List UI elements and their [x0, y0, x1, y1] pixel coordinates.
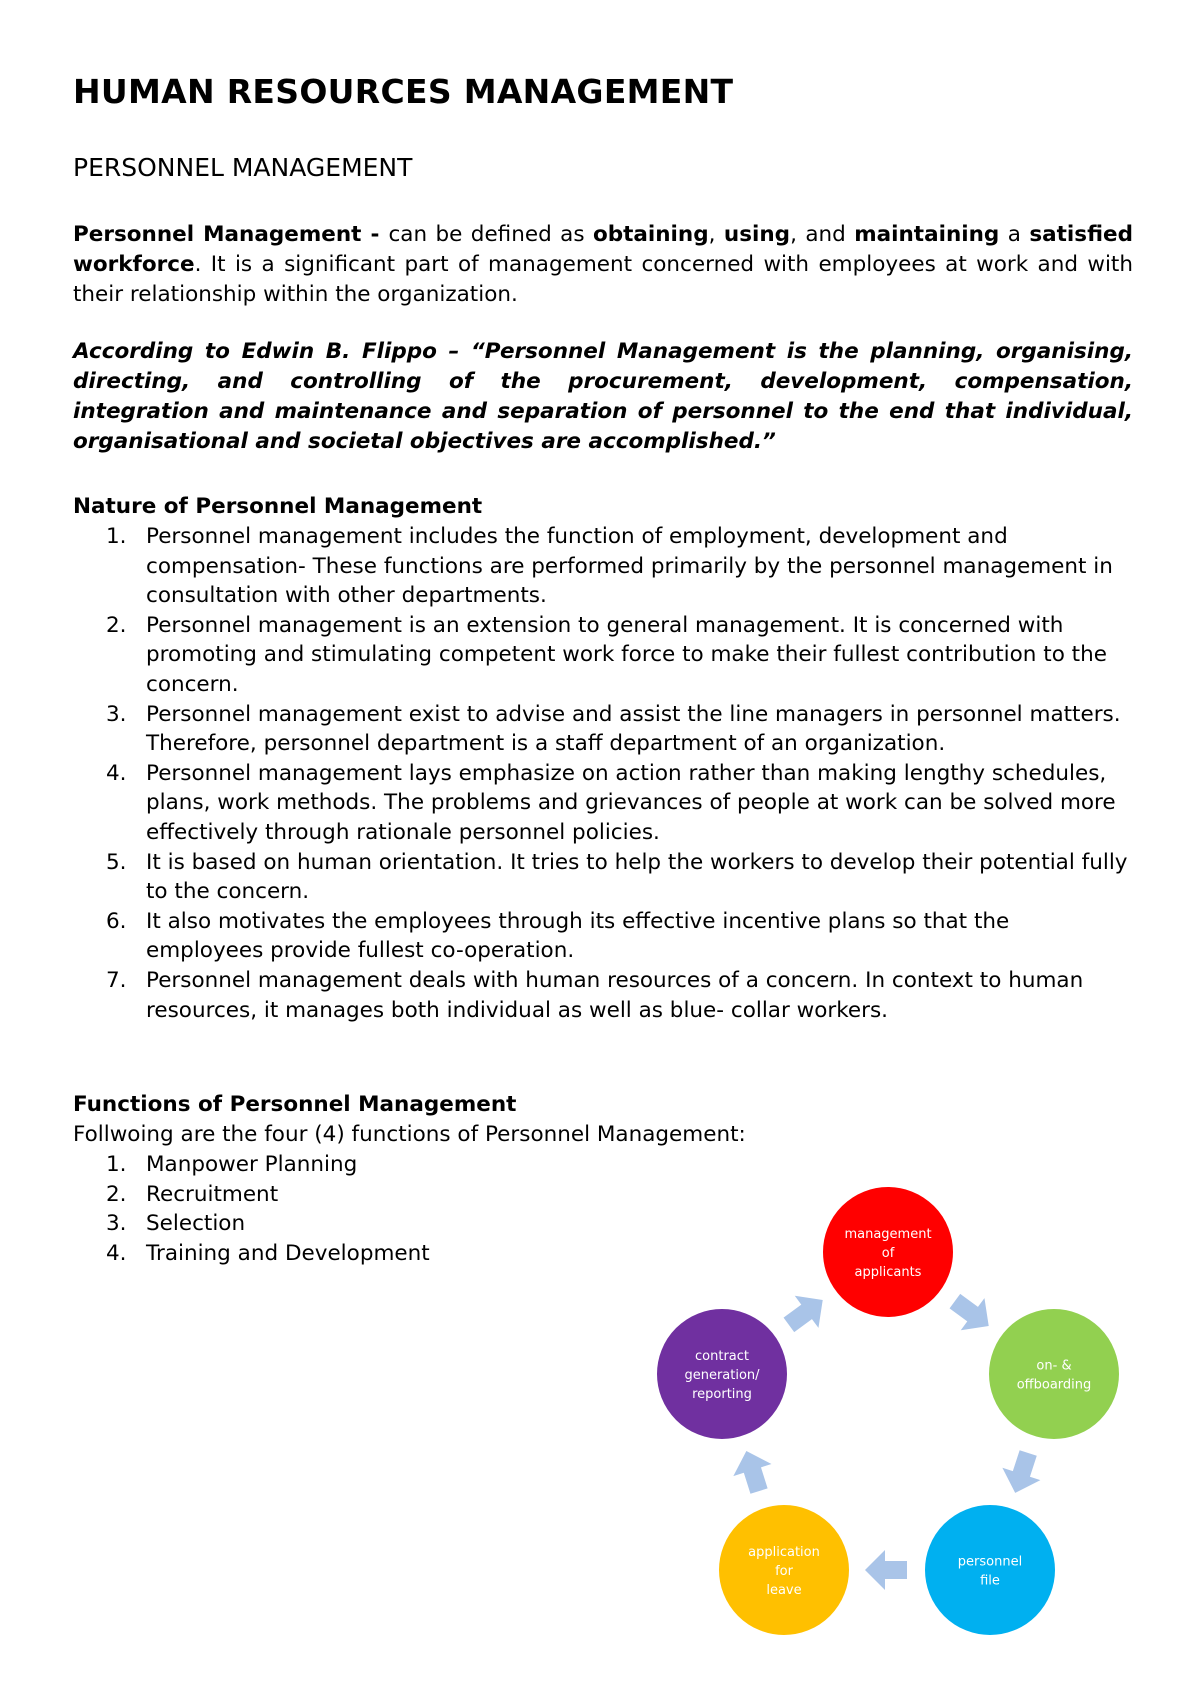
cycle-arrow-icon: [865, 1550, 907, 1590]
nature-list: [73, 522, 1133, 1025]
list-item-text: Personnel management lays emphasize on action rather than making lengthy schedules, plans, work methods. The problems and grievances of people at work can be solved more effectively through rationale personnel policies.: [146, 760, 1116, 845]
cycle-node-label: offboarding: [1016, 1377, 1092, 1393]
list-item: [73, 611, 1133, 700]
list-item-text: Recruitment: [146, 1181, 279, 1207]
cycle-node-application-for-leave: [718, 1504, 850, 1636]
list-item: [73, 522, 1133, 611]
list-item-number: 4.: [106, 760, 127, 786]
list-item-text: Personnel management includes the function of employment, development and compensation- These functions are performed primarily by the personnel management in consultation with other departments.: [146, 524, 1113, 609]
list-item-text: Selection: [146, 1211, 246, 1237]
cycle-node-circle: [988, 1308, 1120, 1440]
cycle-arrow-icon: [727, 1445, 778, 1497]
definition-text: , and: [790, 222, 855, 247]
functions-heading: Functions of Personnel Management: [73, 1092, 517, 1117]
cycle-node-label: file: [980, 1573, 1000, 1589]
nature-heading: Nature of Personnel Management: [73, 494, 483, 519]
cycle-node-on-offboarding: [988, 1308, 1120, 1440]
list-item-text: Personnel management deals with human resources of a concern. In context to human resources, it manages both individual as well as blue- collar workers.: [146, 967, 1084, 1023]
cycle-node-circle: [924, 1504, 1056, 1636]
cycle-arrow-icon: [943, 1285, 1001, 1342]
list-item-text: It also motivates the employees through its effective incentive plans so that the employees provide fullest co-operation.: [146, 908, 1010, 964]
list-item-number: 4.: [106, 1240, 127, 1266]
list-item: [73, 1150, 593, 1180]
hr-process-cycle-diagram: [648, 1180, 1128, 1650]
definition-text: can be defined as: [388, 222, 593, 247]
list-item: [73, 848, 1133, 907]
definition-keyword: using: [723, 222, 791, 247]
cycle-arrow-icon: [777, 1284, 835, 1341]
list-item-text: Manpower Planning: [146, 1152, 358, 1177]
cycle-node-label: for: [775, 1564, 793, 1579]
definition-paragraph: [73, 220, 1133, 310]
cycle-node-label: personnel: [957, 1554, 1023, 1570]
definition-text: ,: [708, 222, 724, 247]
list-item: [73, 1180, 593, 1210]
definition-keyword: satisfied workforce: [73, 222, 1134, 277]
list-item-text: Personnel management exist to advise and assist the line managers in personnel matters. Therefore, personnel department is a staff department of an organization.: [146, 701, 1121, 757]
cycle-node-label: contract: [695, 1349, 749, 1364]
cycle-node-label: leave: [766, 1583, 802, 1598]
list-item-number: 7.: [106, 967, 127, 993]
cycle-node-management-of-applicants: [822, 1186, 954, 1318]
cycle-node-label: generation/: [684, 1368, 760, 1383]
list-item: [73, 700, 1133, 759]
cycle-node-contract-generation-reporting: [656, 1308, 788, 1440]
cycle-node-label: management: [844, 1227, 932, 1242]
functions-intro: Follwoing are the four (4) functions of Personnel Management:: [73, 1122, 746, 1147]
list-item: [73, 1209, 593, 1239]
list-item: [73, 1239, 593, 1269]
cycle-node-label: reporting: [692, 1387, 752, 1402]
list-item-number: 3.: [106, 1211, 127, 1237]
list-item: [73, 966, 1133, 1025]
list-item-number: 2.: [106, 612, 127, 638]
list-item-text: Personnel management is an extension to general management. It is concerned with promoting and stimulating competent work force to make their fullest contribution to the concern.: [146, 612, 1107, 697]
cycle-node-label: on- &: [1036, 1358, 1072, 1374]
cycle-node-label: applicants: [854, 1265, 922, 1280]
list-item-number: 2.: [106, 1181, 127, 1207]
list-item-text: It is based on human orientation. It tries to help the workers to develop their potential fully to the concern.: [146, 849, 1128, 905]
page-title: HUMAN RESOURCES MANAGEMENT: [73, 72, 734, 111]
definition-text: . It is a significant part of management concerned with employees at work and with their relationship within the organization.: [73, 252, 1133, 307]
cycle-node-label: application: [748, 1545, 820, 1560]
definition-text: a: [999, 222, 1030, 247]
list-item-number: 1.: [106, 1152, 127, 1177]
cycle-node-personnel-file: [924, 1504, 1056, 1636]
functions-list: [73, 1150, 593, 1268]
list-item-number: 5.: [106, 849, 127, 875]
cycle-arrow-icon: [996, 1447, 1047, 1499]
list-item: [73, 907, 1133, 966]
definition-keyword: maintaining: [854, 222, 1000, 247]
list-item-number: 6.: [106, 908, 127, 934]
list-item: [73, 759, 1133, 848]
definition-keyword: obtaining: [592, 222, 709, 247]
definition-term: Personnel Management -: [73, 222, 389, 247]
section-subtitle: PERSONNEL MANAGEMENT: [73, 153, 413, 182]
list-item-number: 3.: [106, 701, 127, 727]
list-item-text: Training and Development: [146, 1240, 430, 1266]
flippo-quote: According to Edwin B. Flippo – “Personnel Management is the planning, organising, directing, and controlling of the procurement, development, compensation, integration and maintenance and separation of personnel to the end that individual, organisational and societal objectives are accomplished.”: [73, 339, 1133, 454]
list-item-number: 1.: [106, 524, 127, 549]
cycle-node-label: of: [881, 1246, 895, 1261]
